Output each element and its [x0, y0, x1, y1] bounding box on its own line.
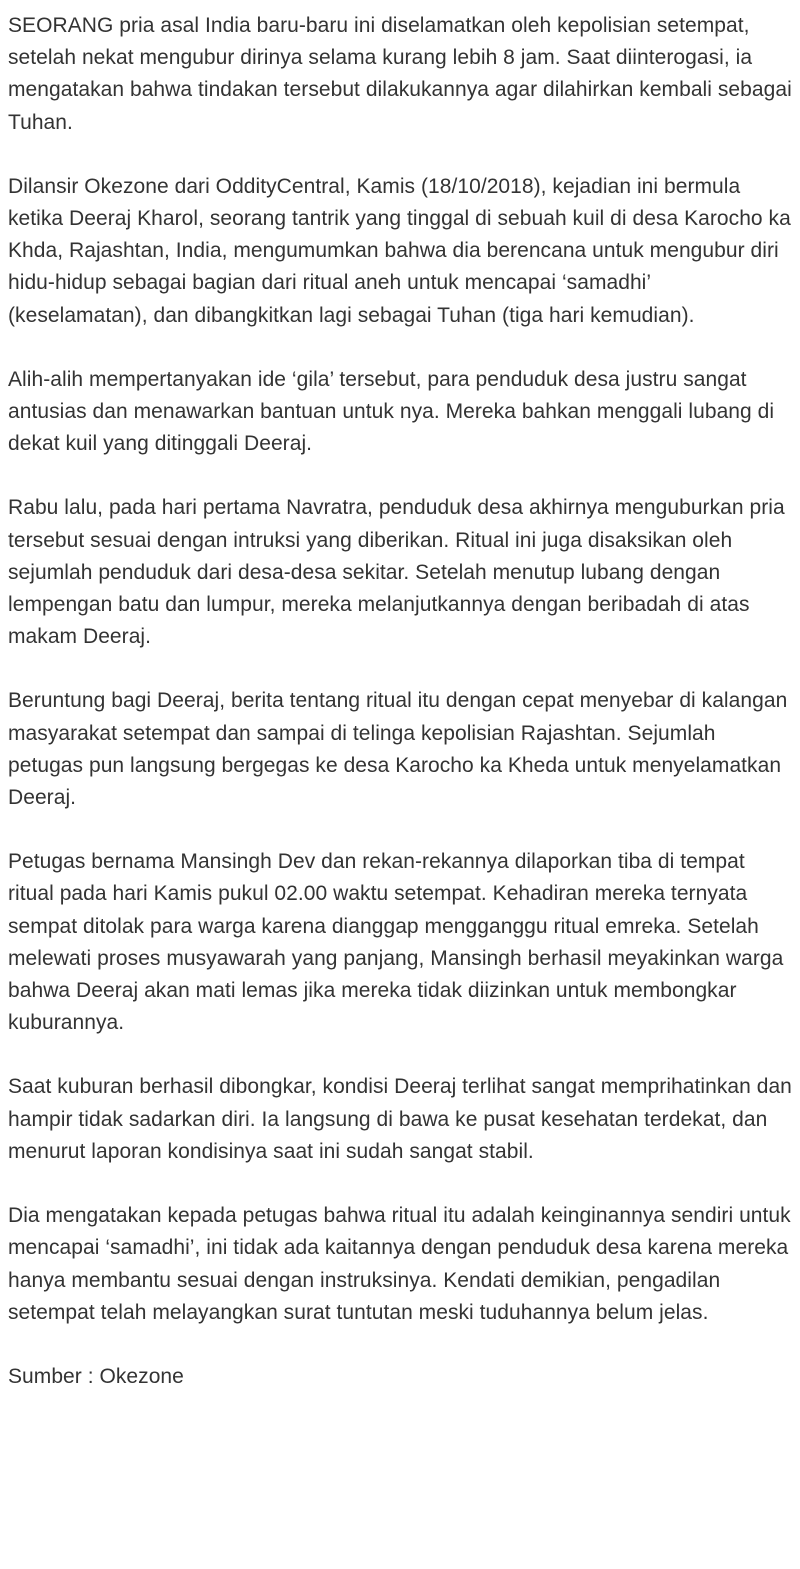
article-source: Sumber : Okezone — [8, 1364, 184, 1388]
article-body — [8, 10, 794, 1425]
article-paragraph-5: Beruntung bagi Deeraj, berita tentang ritual itu dengan cepat menyebar di kalangan masyarakat setempat dan sampai di telinga kepolisian Rajashtan. Sejumlah petugas pun langsung bergegas ke desa Karocho ka Kheda untuk menyelamatkan Deeraj. — [8, 689, 788, 810]
article-paragraph-6: Petugas bernama Mansingh Dev dan rekan-rekannya dilaporkan tiba di tempat ritual pada hari Kamis pukul 02.00 waktu setempat. Kehadiran mereka ternyata sempat ditolak para warga karena dianggap mengganggu ritual emreka. Setelah melewati proses musyawarah yang panjang, Mansingh berhasil meyakinkan warga bahwa Deeraj akan mati lemas jika mereka tidak diizinkan untuk membongkar kuburannya. — [8, 850, 784, 1035]
article-paragraph-8: Dia mengatakan kepada petugas bahwa ritual itu adalah keinginannya sendiri untuk mencapai ‘samadhi’, ini tidak ada kaitannya dengan penduduk desa karena mereka hanya membantu sesuai dengan instruksinya. Kendati demikian, pengadilan setempat telah melayangkan surat tuntutan meski tuduhannya belum jelas. — [8, 1204, 791, 1324]
article-paragraph-3: Alih-alih mempertanyakan ide ‘gila’ tersebut, para penduduk desa justru sangat antusias dan menawarkan bantuan untuk nya. Mereka bahkan menggali lubang di dekat kuil yang ditinggali Deeraj. — [8, 367, 775, 456]
article-paragraph-4: Rabu lalu, pada hari pertama Navratra, penduduk desa akhirnya menguburkan pria tersebut sesuai dengan intruksi yang diberikan. Ritual ini juga disaksikan oleh sejumlah penduduk dari desa-desa sekitar. Setelah menutup lubang dengan lempengan batu dan lumpur, mereka melanjutkannya dengan beribadah di atas makam Deeraj. — [8, 496, 785, 649]
article-paragraph-1: SEORANG pria asal India baru-baru ini diselamatkan oleh kepolisian setempat, setelah nekat mengubur dirinya selama kurang lebih 8 jam. Saat diinterogasi, ia mengatakan bahwa tindakan tersebut dilakukannya agar dilahirkan kembali sebagai Tuhan. — [8, 14, 792, 134]
article-paragraph-7: Saat kuburan berhasil dibongkar, kondisi Deeraj terlihat sangat memprihatinkan dan hampir tidak sadarkan diri. Ia langsung di bawa ke pusat kesehatan terdekat, dan menurut laporan kondisinya saat ini sudah sangat stabil. — [8, 1075, 792, 1163]
article-paragraph-2: Dilansir Okezone dari OddityCentral, Kamis (18/10/2018), kejadian ini bermula ketika Deeraj Kharol, seorang tantrik yang tinggal di sebuah kuil di desa Karocho ka Khda, Rajashtan, India, mengumumkan bahwa dia berencana untuk mengubur diri hidu-hidup sebagai bagian dari ritual aneh untuk mencapai ‘samadhi’ (keselamatan), dan dibangkitkan lagi sebagai Tuhan (tiga hari kemudian). — [8, 174, 791, 327]
